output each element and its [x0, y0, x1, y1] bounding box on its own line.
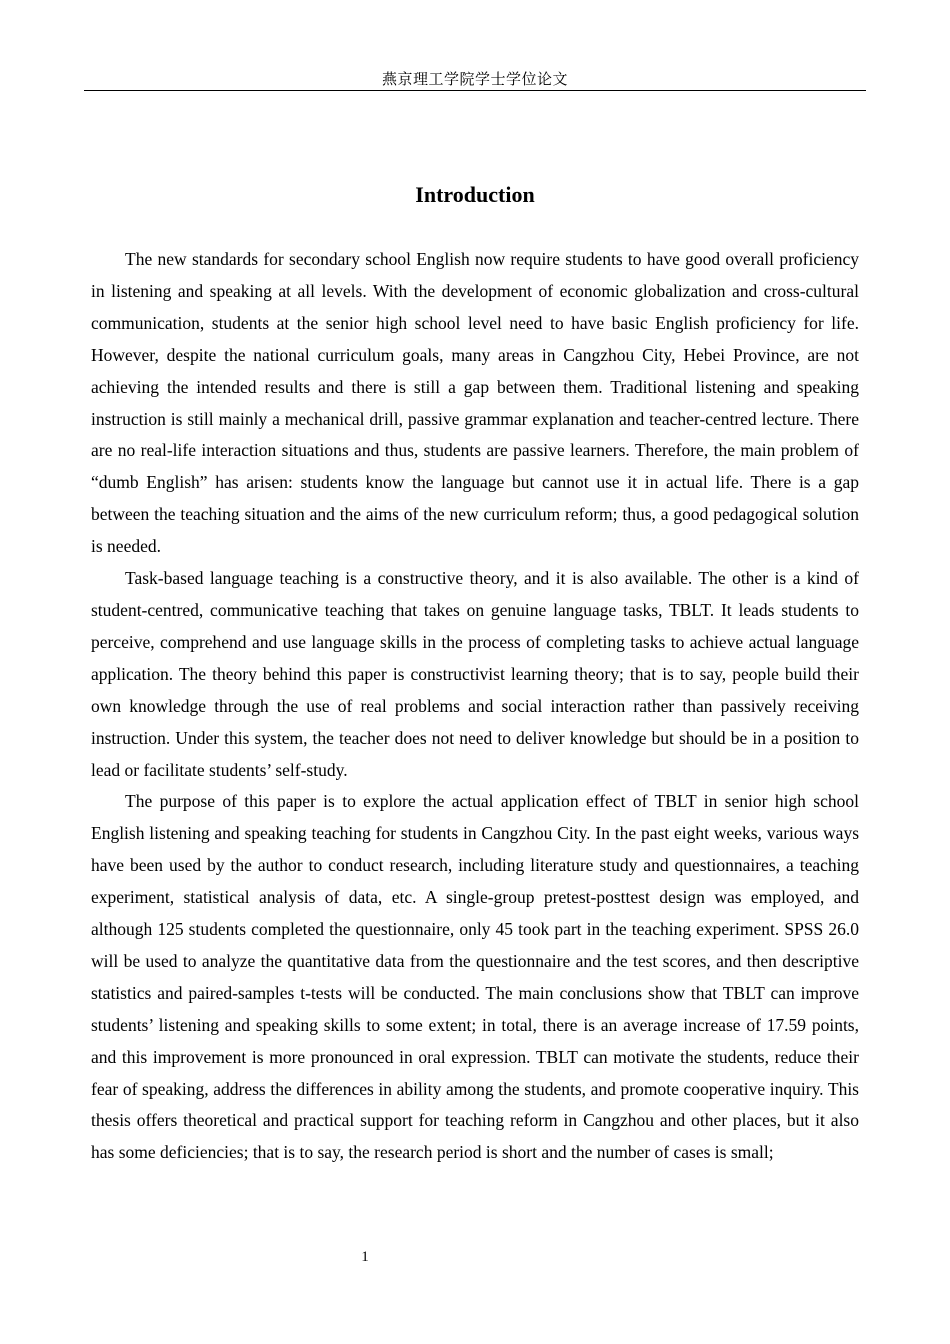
paragraph-2: Task-based language teaching is a constructive theory, and it is also available. The other is a kind of student-centred, communicative teaching that takes on genuine language tasks, TBLT. It leads students to perceive, comprehend and use language skills in the process of completing tasks to achieve actual language application. The theory behind this paper is constructivist learning theory; that is to say, people build their own knowledge through the use of real problems and social interaction rather than passively receiving instruction. Under this system, the teacher does not need to deliver knowledge but should be in a position to lead or facilitate students’ self-study. [91, 568, 859, 780]
page-number: 1 [361, 1249, 369, 1265]
section-body [91, 244, 859, 1169]
paragraph-1: The new standards for secondary school English now require students to have good overall proficiency in listening and speaking at all levels. With the development of economic globalization and cross-cultural communication, students at the senior high school level need to have basic English proficiency for life. However, despite the national curriculum goals, many areas in Cangzhou City, Hebei Province, are not achieving the intended results and there is still a gap between them. Traditional listening and speaking instruction is still mainly a mechanical drill, passive grammar explanation and teacher-centred lecture. There are no real-life interaction situations and thus, students are passive learners. Therefore, the main problem of “dumb English” has arisen: students know the language but cannot use it in actual life. There is a gap between the teaching situation and the aims of the new curriculum reform; thus, a good pedagogical solution is needed. [91, 249, 859, 557]
section-title: Introduction [415, 182, 535, 207]
running-header: 燕京理工学院学士学位论文 [381, 72, 568, 88]
paragraph-3: The purpose of this paper is to explore the actual application effect of TBLT in senior high school English listening and speaking teaching for students in Cangzhou City. In the past eight weeks, various ways have been used by the author to conduct research, including literature study and questionnaires, a teaching experiment, statistical analysis of data, etc. A single-group pretest-posttest design was employed, and although 125 students completed the questionnaire, only 45 took part in the teaching experiment. SPSS 26.0 will be used to analyze the quantitative data from the questionnaire and the test scores, and then descriptive statistics and paired-samples t-tests will be conducted. The main conclusions show that TBLT can improve students’ listening and speaking skills to some extent; in total, there is an average increase of 17.59 points, and this improvement is more pronounced in oral expression. TBLT can motivate the students, reduce their fear of speaking, address the differences in ability among the students, and promote cooperative inquiry. This thesis offers theoretical and practical support for teaching reform in Cangzhou and other places, but it also has some deficiencies; that is to say, the research period is short and the number of cases is small; [91, 791, 859, 1163]
header-rule [84, 90, 866, 91]
